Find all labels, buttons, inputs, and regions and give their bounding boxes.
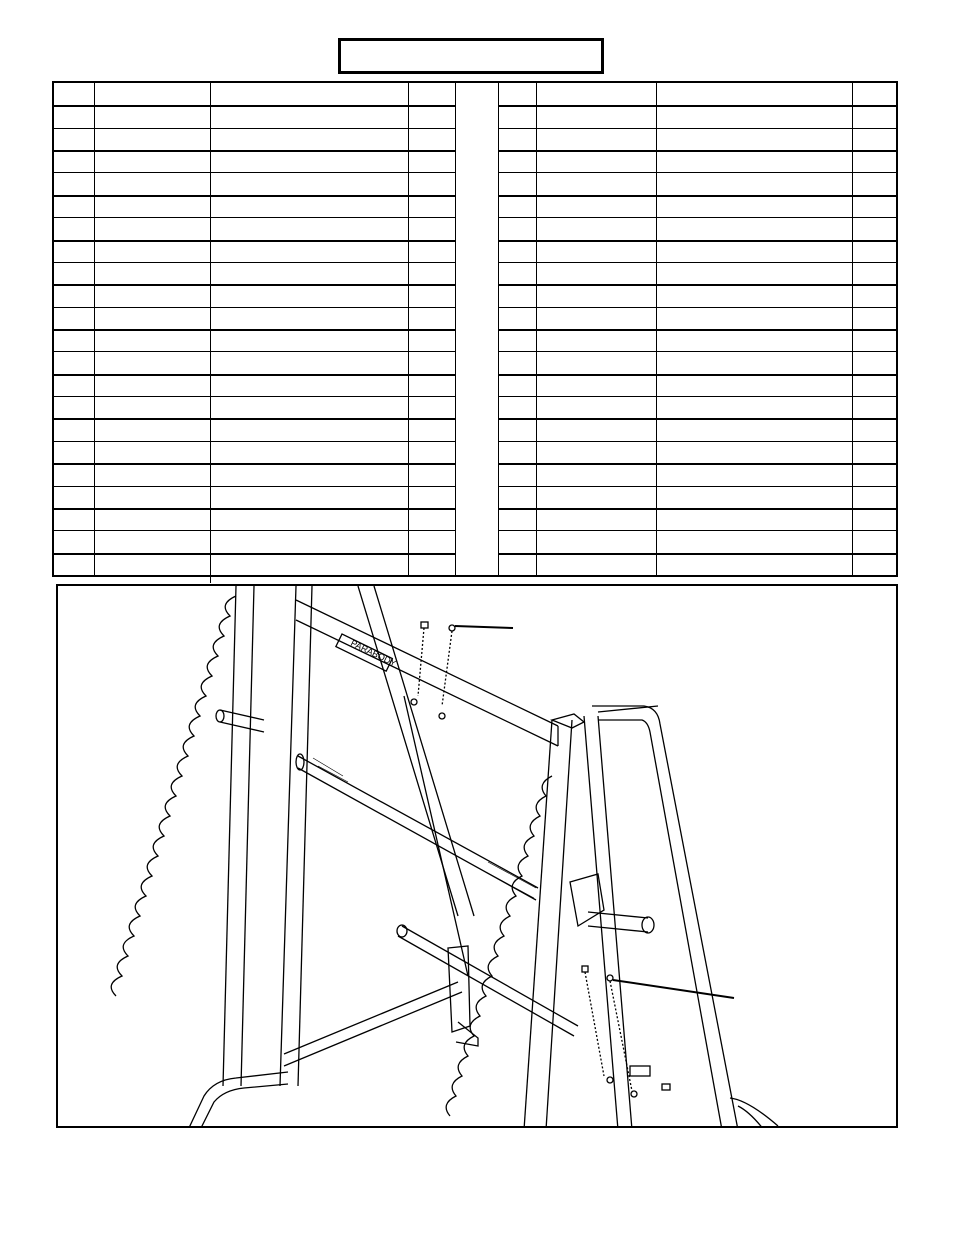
table-row-line-right (498, 172, 896, 173)
table-row-line-left (54, 374, 455, 376)
table-row-line-right (498, 486, 896, 487)
table-col-line-right (536, 83, 537, 575)
table-row-line-left (54, 329, 455, 331)
table-row-line-right (498, 329, 896, 331)
table-separator-band (455, 83, 499, 575)
table-row-line-left (54, 441, 455, 442)
brand-plate-text: PARABODY (349, 637, 398, 669)
table-row-line-left (54, 195, 455, 197)
assembly-drawing (58, 586, 898, 1128)
table-row-line-right (498, 553, 896, 555)
table-row-line-right (498, 128, 896, 129)
table-row-line-left (54, 486, 455, 487)
table-row-line-left (54, 172, 455, 173)
table-row-line-left (54, 418, 455, 420)
table-row-line-right (498, 307, 896, 308)
assembly-figure (56, 584, 898, 1128)
table-row-line-right (498, 262, 896, 263)
table-row-line-right (498, 508, 896, 510)
table-row-line-left (54, 128, 455, 129)
table-row-line-right (498, 418, 896, 420)
table-row-line-right (498, 441, 896, 442)
table-row-line-right (498, 463, 896, 465)
table-row-line-left (54, 240, 455, 242)
table-row-line-left (54, 262, 455, 263)
table-row-line-right (498, 217, 896, 218)
table-row-line-left (54, 463, 455, 465)
table-row-line-left (54, 217, 455, 218)
table-row-line-right (498, 150, 896, 152)
table-row-line-left (54, 307, 455, 308)
table-row-line-right (498, 284, 896, 286)
table-row-line-right (498, 195, 896, 197)
table-col-line-right (852, 83, 853, 575)
table-row-line-left (54, 351, 455, 352)
table-row-line-left (54, 508, 455, 510)
table-row-line-left (54, 530, 455, 531)
page-title-box (338, 38, 604, 74)
table-row-line-right (498, 530, 896, 531)
table-row-line-left (54, 553, 455, 555)
table-row-line-right (498, 396, 896, 397)
table-row-line-left (54, 105, 455, 107)
table-row-line-left (54, 396, 455, 397)
table-col-line-left (408, 83, 409, 575)
table-row-line-right (498, 374, 896, 376)
table-col-line-right (656, 83, 657, 575)
table-row-line-right (498, 105, 896, 107)
parts-table (52, 81, 898, 577)
table-row-line-right (498, 351, 896, 352)
table-row-line-right (498, 240, 896, 242)
table-row-line-left (54, 150, 455, 152)
table-row-line-left (54, 284, 455, 286)
table-col-line-left (94, 83, 95, 575)
table-col-line-left (210, 83, 211, 583)
